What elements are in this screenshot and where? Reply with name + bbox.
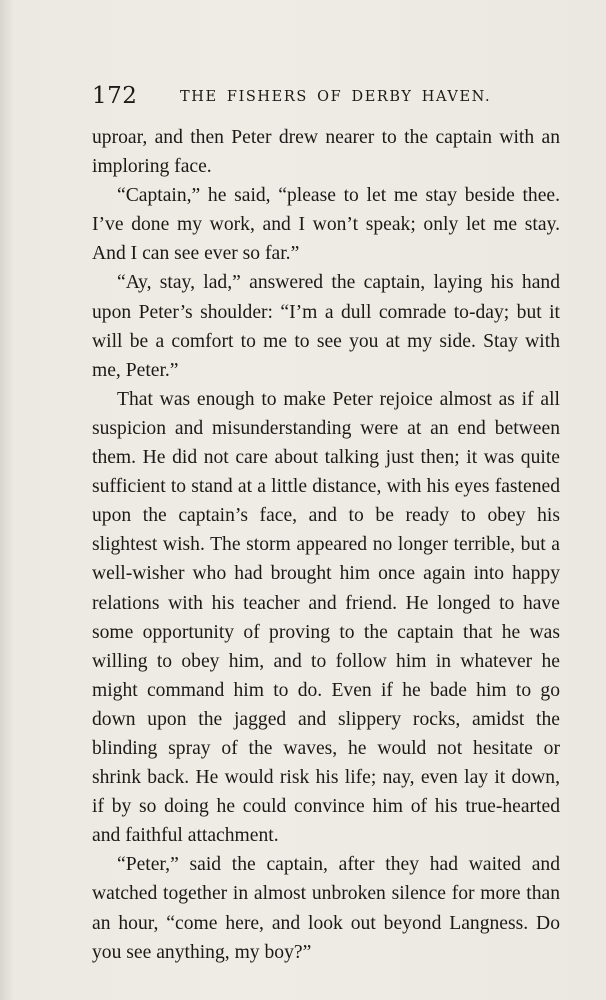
page-header: [92, 83, 560, 117]
paragraph: “Peter,” said the captain, after they had waited and watched together in almost unbroken silence for more than an hour, “come here, and look out beyond Langness. Do you see anything, my boy?”: [92, 854, 560, 963]
paragraph: “Ay, stay, lad,” answered the captain, laying his hand upon Peter’s shoulder: “I’m a dull comrade to-day; but it will be a comfort to me to see you at my side. Stay with me, Peter.”: [92, 272, 560, 381]
paragraph: That was enough to make Peter rejoice almost as if all suspicion and misunderstanding were at an end between them. He did not care about talking just then; it was quite sufficient to stand at a little distance, with his eyes fastened upon the captain’s face, and to be ready to obey his slightest wish. The storm appeared no longer terrible, but a well-wisher who had brought him once again into happy relations with his teacher and friend. He longed to have some opportunity of proving to the captain that he was willing to obey him, and to follow him in whatever he might command him to do. Even if he bade him to go down upon the jagged and slippery rocks, amidst the blinding spray of the waves, he would not hesitate or shrink back. He would risk his life; nay, even lay it down, if by so doing he could convince him of his true-hearted and faithful attachment.: [92, 388, 560, 847]
page-number: 172: [92, 83, 138, 109]
paragraph-continuation: uproar, and then Peter drew nearer to the captain with an imploring face.: [92, 127, 560, 178]
paragraph: “Captain,” he said, “please to let me stay beside thee. I’ve done my work, and I won’t speak; only let me stay. And I can see ever so far.”: [92, 185, 560, 265]
running-title: THE FISHERS OF DERBY HAVEN.: [180, 89, 492, 105]
body-text: [92, 123, 560, 967]
